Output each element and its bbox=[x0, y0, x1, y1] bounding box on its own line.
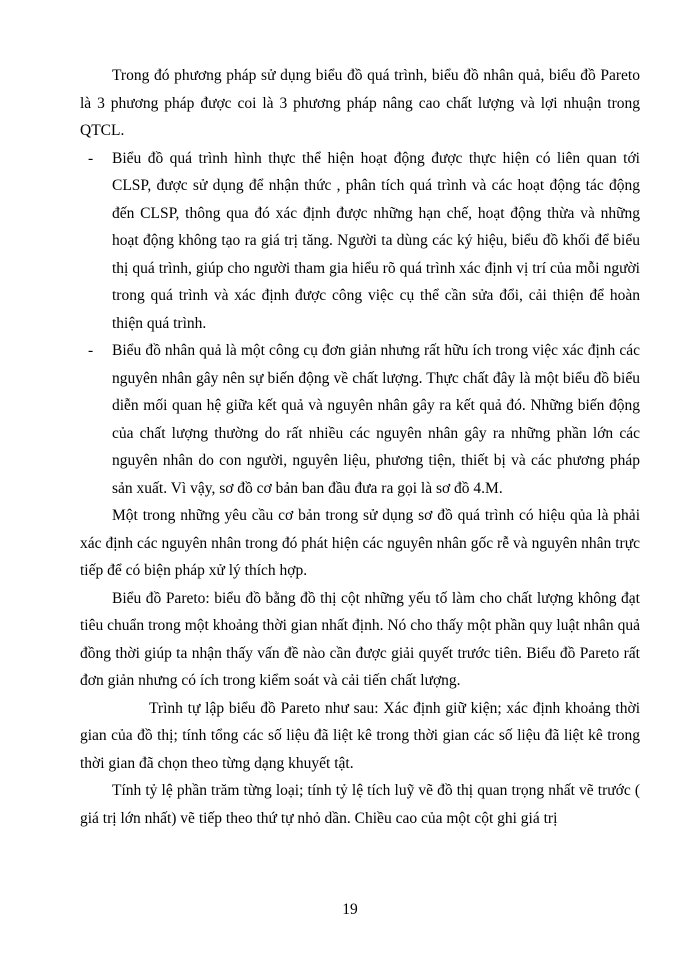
bullet-dash: - bbox=[88, 342, 94, 359]
page-number: 19 bbox=[342, 901, 358, 918]
paragraph-requirement: Một trong những yêu cầu cơ bản trong sử dụng sơ đồ quá trình có hiệu qủa là phải xác định các nguyên nhân trong đó phát hiện các nguyên nhân gốc rễ và nguyên nhân trực tiếp để có biện pháp xử lý thích hợp. bbox=[80, 507, 640, 579]
paragraph-pareto: Biểu đồ Pareto: biểu đồ bằng đồ thị cột những yếu tố làm cho chất lượng không đạt tiêu chuẩn trong một khoảng thời gian nhất định. Nó cho thấy một phần quy luật nhân quả đồng thời giúp ta nhận thấy vấn đề nào cần được giải quyết trước tiên. Biểu đồ Pareto rất đơn giản nhưng có ích trong kiểm soát và cải tiến chất lượng. bbox=[80, 589, 640, 689]
bullet-item-process-chart bbox=[80, 145, 640, 338]
bullet-item-cause-effect bbox=[80, 337, 640, 502]
bullet-dash: - bbox=[88, 149, 94, 167]
bullet-text-process-chart: Biểu đồ quá trình hình thực thể hiện hoạt động được thực hiện có liên quan tới CLSP, được sử dụng để nhận thức , phân tích quá trình và các hoạt động tác động đến CLSP, thông qua đó xác định được những hạn chế, hoạt động thừa và những hoạt động không tạo ra giá trị tăng. Người ta dùng các ký hiệu, biểu đồ khối để biểu thị quá trình, giúp cho người tham gia hiểu rõ quá trình xác định vị trí của mỗi người trong quá trình và xác định được công việc cụ thể cần sửa đổi, cải thiện để hoàn thiện quá trình. bbox=[112, 149, 640, 332]
bullet-text-cause-effect: Biểu đồ nhân quả là một công cụ đơn giản nhưng rất hữu ích trong việc xác định các nguyên nhân gây nên sự biến động về chất lượng. Thực chất đây là một biểu đồ biểu diễn mối quan hệ giữa kết quả và nguyên nhân gây ra kết quả đó. Những biến động của chất lượng thường do rất nhiều các nguyên nhân gây ra những phần lớn các nguyên nhân do con người, nguyên liệu, phương tiện, thiết bị và các phương pháp sản xuất. Vì vậy, sơ đồ cơ bản ban đầu đưa ra gọi là sơ đồ 4.M. bbox=[112, 342, 640, 497]
page-content bbox=[80, 62, 640, 832]
paragraph-procedure: Trình tự lập biểu đồ Pareto như sau: Xác định giữ kiện; xác định khoảng thời gian của đồ thị; tính tổng các số liệu đã liệt kê trong thời gian các số liệu đã liệt kê trong thời gian đã chọn theo từng dạng khuyết tật. bbox=[80, 699, 640, 772]
paragraph-intro: Trong đó phương pháp sử dụng biểu đồ quá trình, biểu đồ nhân quả, biểu đồ Pareto là 3 phương pháp được coi là 3 phương pháp nâng cao chất lượng và lợi nhuận trong QTCL. bbox=[80, 67, 640, 139]
paragraph-percentage: Tính tỷ lệ phần trăm từng loại; tính tỷ lệ tích luỹ vẽ đồ thị quan trọng nhất vẽ trước ( giá trị lớn nhất) vẽ tiếp theo thứ tự nhỏ dần. Chiều cao của một cột ghi giá trị bbox=[80, 782, 640, 827]
